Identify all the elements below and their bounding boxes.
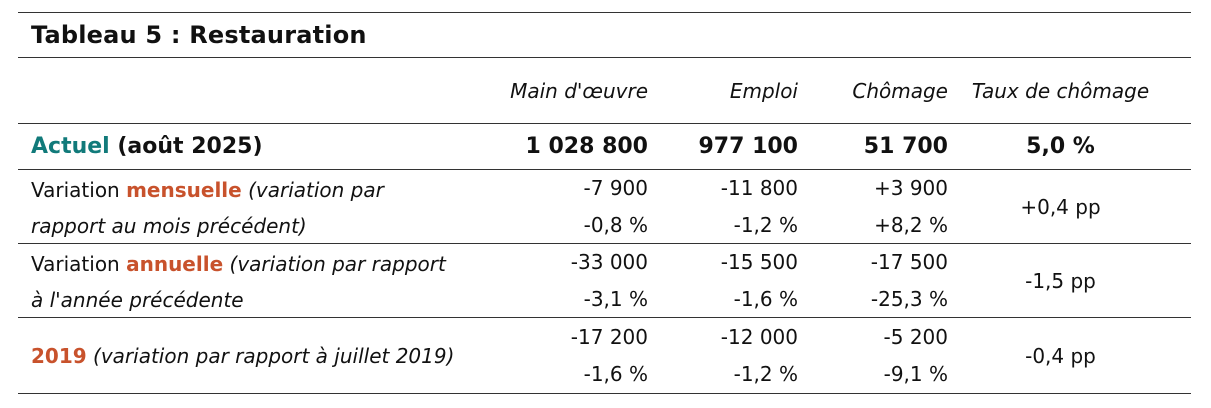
annuelle-desc-2: à l'année précédente (31, 288, 244, 312)
annuelle-emploi (648, 244, 798, 317)
y2019-emploi (648, 318, 798, 393)
annuelle-keyword: annuelle (126, 252, 224, 276)
mensuelle-main-oeuvre-pct: -0,8 % (583, 212, 648, 237)
mensuelle-emploi (648, 170, 798, 243)
mensuelle-main-oeuvre-abs: -7 900 (583, 176, 648, 201)
y2019-chomage-abs: -5 200 (883, 324, 948, 349)
actuel-emploi: 977 100 (698, 134, 798, 159)
actuel-keyword: Actuel (31, 134, 110, 159)
mensuelle-chomage-pct: +8,2 % (874, 212, 948, 237)
actuel-taux: 5,0 % (1026, 134, 1095, 159)
actuel-period: (août 2025) (109, 134, 263, 159)
y2019-chomage (798, 318, 948, 393)
y2019-label (18, 318, 498, 393)
actuel-row (18, 124, 1191, 170)
annuelle-taux: -1,5 pp (1025, 268, 1096, 293)
mensuelle-label-line1 (31, 172, 498, 208)
mensuelle-emploi-abs: -11 800 (720, 176, 798, 201)
y2019-main-oeuvre-abs: -17 200 (570, 324, 648, 349)
annuelle-label-line1 (31, 246, 498, 282)
y2019-label-line (31, 338, 498, 374)
annuelle-main-oeuvre (498, 244, 648, 317)
y2019-emploi-abs: -12 000 (720, 324, 798, 349)
mensuelle-keyword: mensuelle (126, 178, 242, 202)
y2019-taux: -0,4 pp (1025, 343, 1096, 368)
annuelle-chomage-pct: -25,3 % (870, 286, 948, 311)
annuelle-chomage (798, 244, 948, 317)
actuel-main-oeuvre: 1 028 800 (525, 134, 648, 159)
restauration-table (18, 12, 1191, 394)
mensuelle-taux: +0,4 pp (1020, 194, 1101, 219)
actuel-label (18, 134, 498, 159)
mensuelle-row (18, 170, 1191, 244)
header-taux-chomage: Taux de chômage (971, 78, 1150, 103)
y2019-main-oeuvre (498, 318, 648, 393)
mensuelle-chomage (798, 170, 948, 243)
annuelle-main-oeuvre-pct: -3,1 % (583, 286, 648, 311)
annuelle-row (18, 244, 1191, 318)
table-title: Tableau 5 : Restauration (31, 21, 367, 49)
annuelle-desc-1: (variation par rapport (223, 252, 446, 276)
annuelle-prefix: Variation (31, 252, 127, 276)
y2019-emploi-pct: -1,2 % (733, 362, 798, 387)
mensuelle-chomage-abs: +3 900 (873, 176, 948, 201)
mensuelle-prefix: Variation (31, 178, 127, 202)
mensuelle-label (18, 170, 498, 243)
y2019-row (18, 318, 1191, 394)
table-title-row (18, 12, 1191, 58)
header-chomage: Chômage (852, 78, 948, 103)
y2019-desc: (variation par rapport à juillet 2019) (86, 343, 455, 368)
annuelle-emploi-pct: -1,6 % (733, 286, 798, 311)
actuel-chomage: 51 700 (863, 134, 948, 159)
header-main-oeuvre: Main d'œuvre (510, 78, 648, 103)
header-emploi: Emploi (729, 78, 798, 103)
y2019-chomage-pct: -9,1 % (883, 362, 948, 387)
y2019-main-oeuvre-pct: -1,6 % (583, 362, 648, 387)
mensuelle-emploi-pct: -1,2 % (733, 212, 798, 237)
y2019-keyword: 2019 (31, 343, 87, 368)
mensuelle-desc-2: rapport au mois précédent) (31, 214, 307, 238)
mensuelle-desc-1: (variation par (241, 178, 384, 202)
mensuelle-main-oeuvre (498, 170, 648, 243)
annuelle-chomage-abs: -17 500 (870, 250, 948, 275)
annuelle-main-oeuvre-abs: -33 000 (570, 250, 648, 275)
annuelle-emploi-abs: -15 500 (720, 250, 798, 275)
annuelle-label (18, 244, 498, 317)
header-row (18, 58, 1191, 124)
